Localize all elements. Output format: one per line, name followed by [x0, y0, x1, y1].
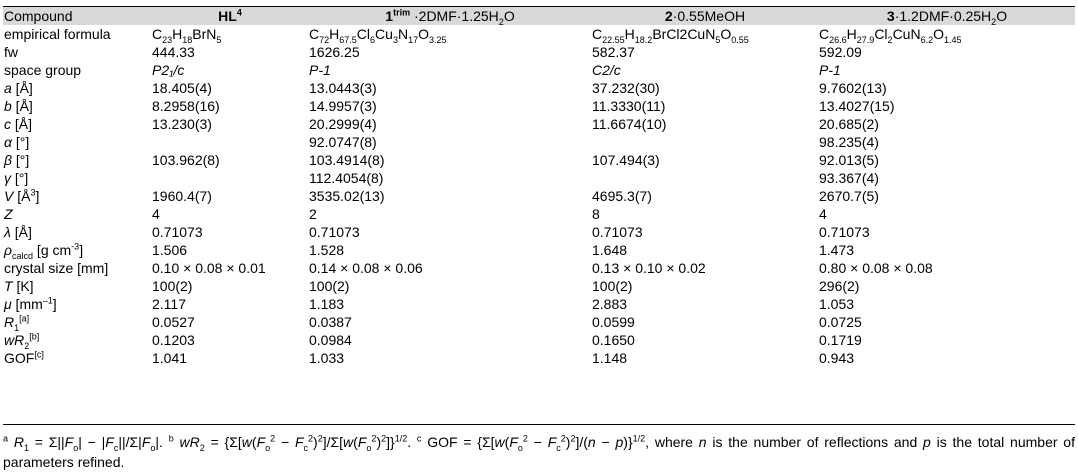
table-cell: 1.648	[592, 242, 628, 258]
row-label: V $[Å^3]$	[4, 187, 40, 204]
table-cell: 0.13 × 0.10 × 0.02	[592, 260, 706, 276]
formula-3: $C_{26.6}H_{27.9}Cl_2CuN_{6.2}O_{1.45}$	[819, 26, 962, 45]
row-label: Z	[4, 206, 13, 222]
table-cell: 0.71073	[592, 224, 643, 240]
table-row	[3, 331, 1075, 349]
table-cell: 13.230(3)	[152, 116, 212, 132]
table-cell	[151, 169, 308, 187]
table-cell: 0.80 × 0.08 × 0.08	[819, 260, 933, 276]
table-cell: 2.883	[592, 296, 628, 312]
row-label: GOF[c]	[4, 349, 44, 366]
table-cell: 100(2)	[152, 278, 193, 294]
table-row	[3, 97, 1075, 115]
table-row	[3, 115, 1075, 133]
table-cell: 582.37	[592, 44, 635, 60]
table-cell: 1.528	[309, 242, 345, 258]
table-cell: 14.9957(3)	[309, 98, 377, 114]
table-row	[3, 169, 1075, 187]
table-cell: 11.6674(10)	[592, 116, 667, 132]
crystallographic-data-table	[3, 7, 1075, 367]
table-cell: 13.0443(3)	[309, 80, 377, 96]
table-cell: 8	[592, 206, 600, 222]
table-row	[3, 205, 1075, 223]
row-label: β [°]	[4, 152, 30, 168]
table-cell: 0.71073	[309, 224, 360, 240]
table-row	[3, 151, 1075, 169]
table-cell: 20.2999(4)	[309, 116, 377, 132]
row-label: fw	[4, 44, 18, 60]
table-cell: 0.0599	[592, 314, 635, 330]
table-cell: 0.1719	[819, 332, 862, 348]
table-row	[3, 133, 1075, 151]
table-cell: 37.232(30)	[592, 80, 660, 96]
table-cell: 100(2)	[309, 278, 350, 294]
table-cell: 0.71073	[819, 224, 870, 240]
row-label: c [Å]	[4, 116, 33, 132]
table-cell: 0.0984	[309, 332, 352, 348]
row-label: α [°]	[4, 134, 30, 150]
table-row	[3, 277, 1075, 295]
table-cell	[591, 133, 818, 151]
table-cell: 0.0387	[309, 314, 352, 330]
table-cell: 2670.7(5)	[819, 188, 879, 204]
table-cell: 4	[152, 206, 160, 222]
row-label: T [K]	[4, 278, 34, 294]
table-cell: 92.0747(8)	[309, 134, 377, 150]
table-cell: 2.117	[152, 296, 186, 312]
table-cell	[591, 169, 818, 187]
table-cell: 1.506	[152, 242, 188, 258]
row-label: $R_1[a]$	[4, 313, 30, 333]
row-label: b [Å]	[4, 98, 33, 114]
table-cell: 103.4914(8)	[309, 152, 385, 168]
table-cell: 0.0725	[819, 314, 862, 330]
footnote: $^a$ $R_1 = \Sigma||F_o| - |F_c||/\Sigma|F_o|$. $^b$ $wR_2 = \{\Sigma[w(F_o^2 - F_c^2)^2]/\Sigma[w(F_o^2)^2]\}^{1/2}$. $^c$ GOF = $\{\Sigma[w(F_o^2 - F_c^2)^2]/(n - p)\}^{1/2}$, where n is the number of reflections and p is the total number of parameters refined.	[3, 433, 1075, 470]
table-cell: 1960.4(7)	[152, 188, 212, 204]
table-cell: 112.4054(8)	[309, 170, 384, 186]
formula-hl4: $C_{23}H_{18}BrN_5$	[152, 26, 222, 45]
table-cell: 1.473	[819, 242, 855, 258]
row-label: λ [Å]	[4, 224, 32, 240]
table-row	[3, 295, 1075, 313]
table-cell: 8.2958(16)	[152, 98, 220, 114]
table-cell: 0.10 × 0.08 × 0.01	[152, 260, 266, 276]
row-label: a [Å]	[4, 80, 33, 96]
table-cell: 2	[309, 206, 317, 222]
table-cell: 1.053	[819, 296, 855, 312]
table-cell	[151, 133, 308, 151]
table-cell: 4	[819, 206, 827, 222]
table-cell: P-1	[309, 62, 331, 78]
row-label: space group	[4, 62, 82, 78]
table-cell: P-1	[819, 62, 841, 78]
row-label: μ $[mm^{-1}]$	[4, 295, 57, 312]
table-cell: 100(2)	[592, 278, 633, 294]
table-cell: 592.09	[819, 44, 862, 60]
table-cell: 92.013(5)	[819, 152, 879, 168]
table-row	[3, 349, 1075, 367]
table-row	[3, 79, 1075, 97]
table-cell: 1.041	[152, 350, 188, 366]
table-cell: C2/c	[592, 62, 621, 78]
table-cell: 4695.3(7)	[592, 188, 652, 204]
table-cell: 0.1650	[592, 332, 635, 348]
table-row	[3, 187, 1075, 205]
table-row	[3, 223, 1075, 241]
table-cell: 1626.25	[309, 44, 360, 60]
table-cell: 3535.02(13)	[309, 188, 385, 204]
table-cell: 296(2)	[819, 278, 860, 294]
header-compound: Compound	[3, 7, 151, 25]
table-cell: P2₁/c	[152, 62, 185, 78]
table-cell: 0.943	[819, 350, 855, 366]
table-cell: 1.148	[592, 350, 628, 366]
header-3: $3\cdot 1.2DMF\cdot 0.25H_2O$	[818, 7, 1075, 25]
table-cell: 444.33	[152, 44, 195, 60]
formula-2: $C_{22.55}H_{18.2}BrCl2CuN_5O_{0.55}$	[592, 26, 749, 45]
row-label: $\rho_{calcd}$ [g $cm^{-3}$]	[4, 241, 84, 261]
table-cell: 13.4027(15)	[819, 98, 895, 114]
table-cell: 20.685(2)	[819, 116, 879, 132]
table-cell: 9.7602(13)	[819, 80, 887, 96]
table-cell: 18.405(4)	[152, 80, 212, 96]
table-row	[3, 259, 1075, 277]
table-cell: 0.1203	[152, 332, 195, 348]
table-cell: 1.033	[309, 350, 345, 366]
table-cell: 1.183	[309, 296, 345, 312]
row-empirical-formula	[3, 25, 1075, 43]
row-label: γ [°]	[4, 170, 29, 186]
table-cell: 93.367(4)	[819, 170, 879, 186]
table-row	[3, 313, 1075, 331]
header-row	[3, 7, 1075, 25]
header-hl4: $HL^4$	[151, 7, 308, 25]
table-cell: 103.962(8)	[152, 152, 220, 168]
table-cell: 11.3330(11)	[592, 98, 666, 114]
table-cell: 0.0527	[152, 314, 195, 330]
table-cell: 0.71073	[152, 224, 203, 240]
table-row	[3, 43, 1075, 61]
table-row	[3, 61, 1075, 79]
formula-1trim: $C_{72}H_{67.5}Cl_6Cu_3N_{17}O_{3.25}$	[309, 26, 447, 45]
table-cell: 0.14 × 0.08 × 0.06	[309, 260, 423, 276]
row-label: crystal size [mm]	[4, 260, 109, 276]
row-label: empirical formula	[4, 26, 111, 42]
header-1trim: $1^{trim} \cdot 2DMF\cdot 1.25H_2O$	[308, 7, 591, 25]
table-cell: 98.235(4)	[819, 134, 879, 150]
bottom-rule	[3, 424, 1075, 425]
table-cell: 107.494(3)	[592, 152, 660, 168]
header-2: 2·0.55MeOH	[591, 7, 818, 25]
row-label: $wR_2[b]$	[4, 331, 40, 351]
table-row	[3, 241, 1075, 259]
